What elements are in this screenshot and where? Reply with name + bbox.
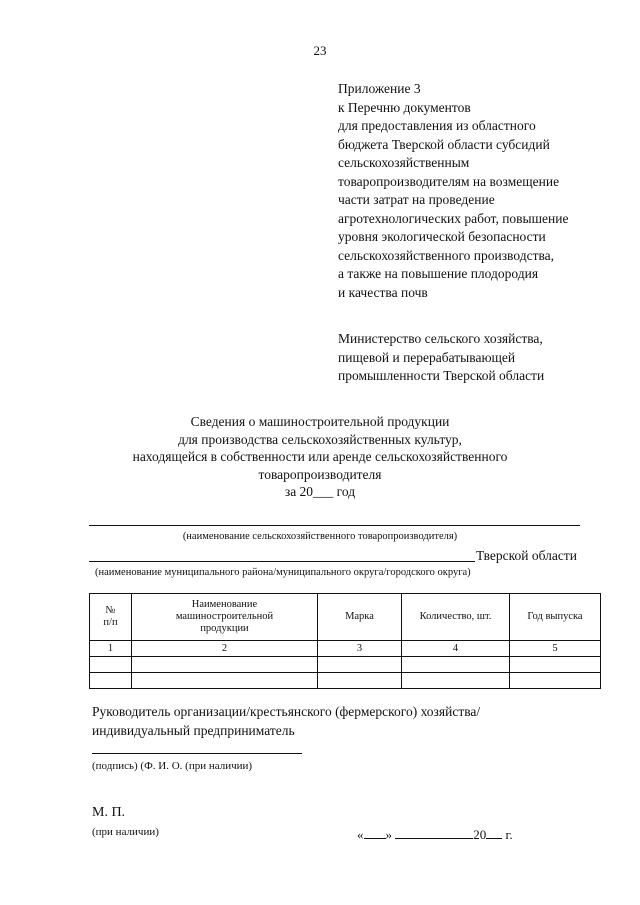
date-close-quote: » [385,827,392,842]
ministry-addressee [338,330,628,386]
header-text: Марка [345,611,374,622]
date-month-field[interactable] [395,825,473,839]
stamp-note: (при наличии) [92,826,159,838]
title-line: Сведения о машиностроительной продукции [190,414,450,429]
appendix-line: товаропроизводителям на возмещение [338,173,560,189]
date-line [357,825,513,843]
table-row [90,657,601,673]
signatory-line: индивидуальный предприниматель [92,722,295,738]
appendix-line: агротехнологических работ, повышение [338,210,569,226]
header-year [510,594,601,641]
header-text: Наименование [191,599,258,610]
header-text: Год выпуска [527,611,583,622]
machinery-table [89,593,601,689]
table-numbering-row [90,641,601,657]
region-suffix: Тверской области [476,548,577,563]
appendix-line: а также на повышение плодородия [338,266,539,281]
municipality-name-field[interactable] [89,561,475,562]
date-year-suffix: г. [505,827,513,842]
header-text: Количество, шт. [419,611,492,622]
document-title [0,413,640,501]
header-text: машиностроительной [175,611,274,622]
appendix-line: к Перечню документов [338,99,471,115]
municipality-caption: (наименование муниципального района/муниципального округа/городского округа) [95,567,471,578]
signatory-line: Руководитель организации/крестьянского (фермерского) хозяйства/ [92,704,481,719]
title-line: для производства сельскохозяйственных культур, [178,431,462,447]
table-cell[interactable] [510,673,601,689]
date-century: 20 [473,827,487,842]
date-year-field[interactable] [486,825,502,839]
date-day-field[interactable] [364,825,386,839]
header-quantity [402,594,510,641]
table-row [90,673,601,689]
appendix-line: бюджета Тверской области субсидий [338,136,550,152]
ministry-line: пищевой и перерабатывающей [338,349,516,365]
appendix-line: Приложение 3 [338,81,421,96]
header-product-name [132,594,318,641]
appendix-line: части затрат на проведение [338,192,495,207]
date-open-quote: « [357,827,364,842]
header-text: продукции [200,623,249,634]
producer-name-field[interactable] [89,525,580,526]
table-cell: 3 [318,641,402,657]
header-text: № [105,605,116,616]
title-line: находящейся в собственности или аренде сельскохозяйственного [132,449,508,464]
producer-name-caption: (наименование сельскохозяйственного товаропроизводителя) [182,531,458,542]
signature-caption: (подпись) (Ф. И. О. (при наличии) [92,760,253,772]
title-line: за 20___ год [284,484,356,499]
appendix-line: для предоставления из областного [338,118,536,133]
page-number: 23 [313,43,327,58]
signatory-title [92,703,480,740]
appendix-line: и качества почв [338,284,428,300]
table-cell: 4 [402,641,510,657]
table-cell[interactable] [90,673,132,689]
header-number [90,594,132,641]
ministry-line: Министерство сельского хозяйства, [338,331,543,346]
table-cell[interactable] [132,657,318,673]
table-cell: 1 [90,641,132,657]
appendix-line: сельскохозяйственным [338,155,470,170]
table-cell[interactable] [90,657,132,673]
appendix-heading [338,80,628,302]
table-cell[interactable] [402,657,510,673]
table-cell[interactable] [132,673,318,689]
table-header-row [90,594,601,641]
appendix-line: уровня экологической безопасности [338,229,546,244]
appendix-line: сельскохозяйственного производства, [338,247,555,263]
table-cell[interactable] [402,673,510,689]
stamp-label: М. П. [92,805,126,820]
title-line: товаропроизводителя [258,466,382,482]
ministry-line: промышленности Тверской области [338,368,545,383]
signature-field[interactable] [92,753,302,754]
table-cell: 2 [132,641,318,657]
table-cell[interactable] [318,673,402,689]
header-brand [318,594,402,641]
table-cell: 5 [510,641,601,657]
table-cell[interactable] [318,657,402,673]
table-cell[interactable] [510,657,601,673]
header-text: п/п [103,617,118,628]
